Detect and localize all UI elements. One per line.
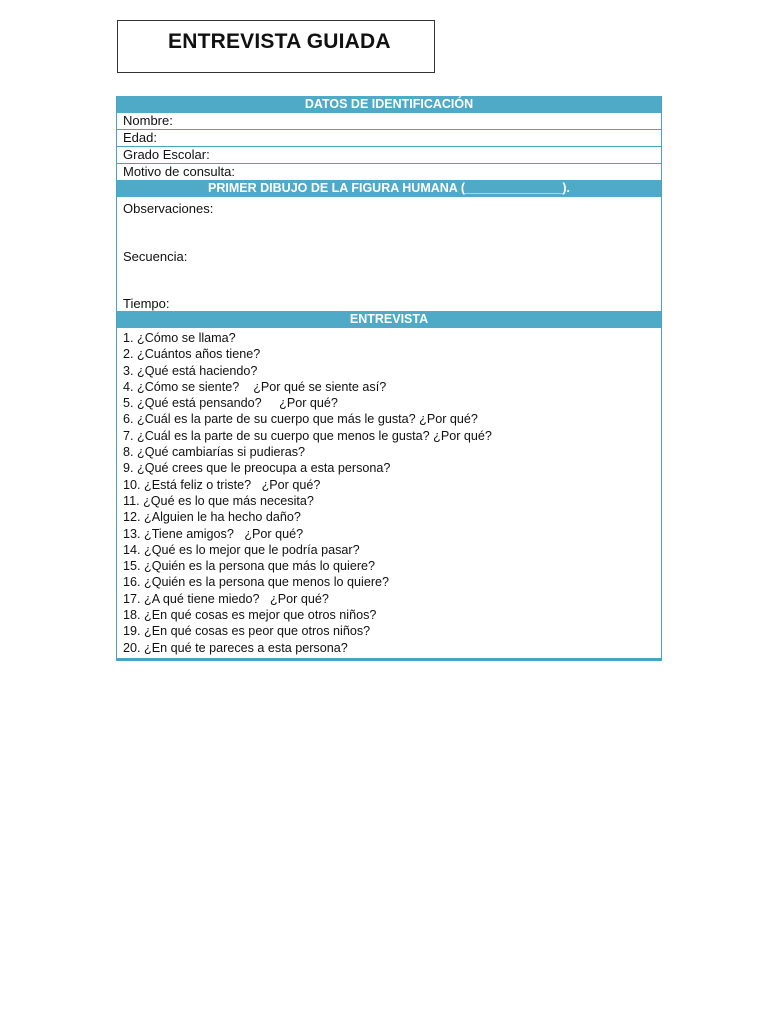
interview-form <box>116 96 662 661</box>
tiempo-label: Tiempo: <box>123 296 170 311</box>
question-item: 1. ¿Cómo se llama? <box>123 331 236 345</box>
question-item: 14. ¿Qué es lo mejor que le podría pasar? <box>123 542 360 557</box>
field-motivo-consulta: Motivo de consulta: <box>123 164 236 179</box>
question-item: 12. ¿Alguien le ha hecho daño? <box>123 510 301 525</box>
question-item: 5. ¿Qué está pensando? ¿Por qué? <box>123 396 338 411</box>
question-item: 3. ¿Qué está haciendo? <box>123 363 258 378</box>
question-item: 17. ¿A qué tiene miedo? ¿Por qué? <box>123 591 329 606</box>
identification-section <box>117 113 661 180</box>
question-item: 11. ¿Qué es lo que más necesita? <box>123 493 314 508</box>
question-item: 6. ¿Cuál es la parte de su cuerpo que más le gusta? ¿Por qué? <box>123 412 478 427</box>
question-item: 20. ¿En qué te pareces a esta persona? <box>123 640 348 655</box>
document-title: ENTREVISTA GUIADA <box>117 20 435 73</box>
question-item: 4. ¿Cómo se siente? ¿Por qué se siente así? <box>123 379 387 394</box>
question-item: 13. ¿Tiene amigos? ¿Por qué? <box>123 526 304 541</box>
field-edad: Edad: <box>117 130 661 147</box>
drawing-header: PRIMER DIBUJO DE LA FIGURA HUMANA (______________). <box>117 180 661 197</box>
identification-header: DATOS DE IDENTIFICACIÓN <box>117 96 661 113</box>
question-item: 19. ¿En qué cosas es peor que otros niños? <box>123 624 371 639</box>
question-item: 15. ¿Quién es la persona que más lo quiere? <box>123 559 376 574</box>
question-item: 10. ¿Está feliz o triste? ¿Por qué? <box>123 477 321 492</box>
question-list <box>117 328 661 661</box>
interview-header: ENTREVISTA <box>117 311 661 328</box>
observaciones-label: Observaciones: <box>123 201 214 216</box>
secuencia-label: Secuencia: <box>123 249 188 264</box>
question-item: 16. ¿Quién es la persona que menos lo quiere? <box>123 575 390 590</box>
field-grado-escolar: Grado Escolar: <box>117 147 661 164</box>
drawing-section <box>117 197 661 311</box>
question-item: 7. ¿Cuál es la parte de su cuerpo que menos le gusta? ¿Por qué? <box>123 428 492 443</box>
field-nombre: Nombre: <box>117 113 661 130</box>
question-item: 2. ¿Cuántos años tiene? <box>123 347 261 362</box>
question-item: 9. ¿Qué crees que le preocupa a esta persona? <box>123 461 391 476</box>
question-item: 18. ¿En qué cosas es mejor que otros niños? <box>123 608 377 623</box>
question-item: 8. ¿Qué cambiarías si pudieras? <box>123 445 305 460</box>
